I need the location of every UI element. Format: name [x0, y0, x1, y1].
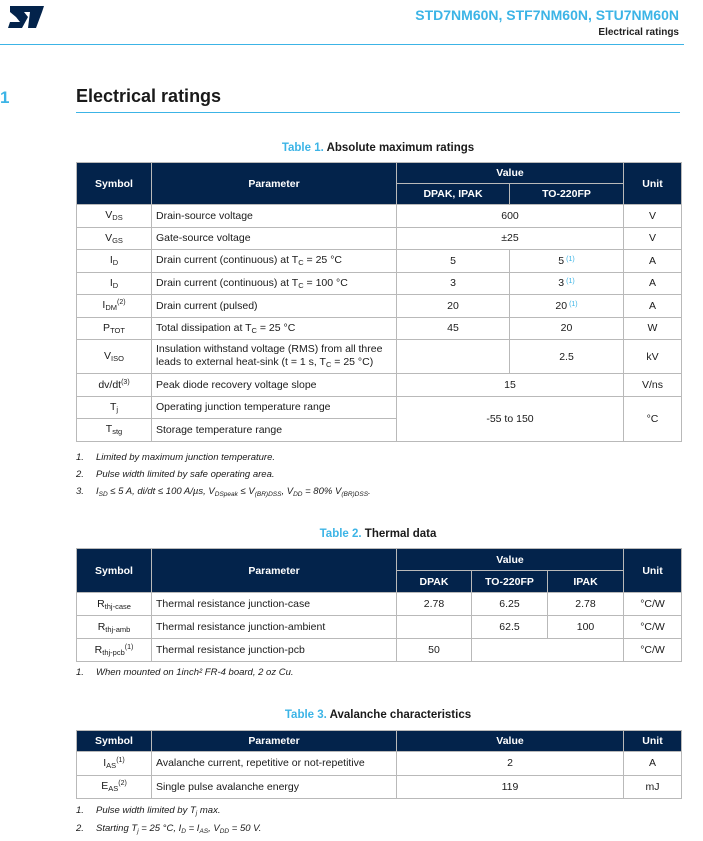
table-row [77, 227, 682, 250]
table2-caption-number: Table 2. [319, 528, 362, 540]
unit-cell: V [624, 205, 682, 228]
parameter-cell: Drain current (continuous) at $T_C = 100$ °C [152, 272, 397, 295]
unit-cell: °C/W [624, 616, 682, 639]
symbol-cell: $R_{thj-case}$ [77, 593, 152, 616]
unit-cell: °C/W [624, 593, 682, 616]
table-row [77, 317, 682, 340]
parameter-cell: Thermal resistance junction-case [152, 593, 397, 616]
symbol-cell: $V_{ISO}$ [77, 340, 152, 374]
table2-header-symbol: Symbol [77, 549, 152, 593]
symbol-cell: $I_D$ [77, 250, 152, 273]
table2-header-parameter: Parameter [152, 549, 397, 593]
value-to220fp-cell: 20 $^{(1)}$ [510, 295, 624, 318]
table2-header-value: Value [397, 549, 624, 571]
parameter-cell: Drain current (continuous) at $T_C = 25$ °C [152, 250, 397, 273]
unit-cell: mJ [624, 775, 682, 799]
table1-header-symbol: Symbol [77, 163, 152, 205]
table1-caption-title: Absolute maximum ratings [326, 142, 475, 154]
unit-cell: V [624, 227, 682, 250]
table-row [77, 205, 682, 228]
parameter-cell: Insulation withstand voltage (RMS) from all three leads to external heat-sink (t = 1 s, $T_C = 25$ °C) [152, 340, 397, 374]
value-cell: 2 [397, 752, 624, 776]
table3-footnote-2: 2. Starting $T_j = 25$ °C, $I_D = I_{AS}$, $V_{DD} = 50$ V. [76, 823, 262, 835]
value-to220fp-cell: 5 $^{(1)}$ [510, 250, 624, 273]
symbol-cell: $E_{AS}^{(2)}$ [77, 775, 152, 799]
parameter-cell: Thermal resistance junction-pcb [152, 639, 397, 662]
value-empty-cell [472, 639, 624, 662]
value-cell: 15 [397, 374, 624, 397]
table-row [77, 593, 682, 616]
symbol-cell: $I_D$ [77, 272, 152, 295]
header-divider [0, 44, 684, 45]
table3-caption-title: Avalanche characteristics [329, 709, 472, 721]
footnote-ref[interactable]: (2) [118, 780, 127, 788]
table-row [77, 775, 682, 799]
table-row [77, 639, 682, 662]
symbol-cell: $I_{DM}^{(2)}$ [77, 295, 152, 318]
symbol-cell: $V_{GS}$ [77, 227, 152, 250]
value-to220fp-cell: 3 $^{(1)}$ [510, 272, 624, 295]
symbol-cell: $R_{thj-amb}$ [77, 616, 152, 639]
parameter-cell: Drain-source voltage [152, 205, 397, 228]
parameter-cell: Thermal resistance junction-ambient [152, 616, 397, 639]
unit-cell: °C/W [624, 639, 682, 662]
value-dpak-cell: 50 [397, 639, 472, 662]
parameter-cell: Single pulse avalanche energy [152, 775, 397, 799]
symbol-cell: $T_{stg}$ [77, 419, 152, 442]
footnote-ref[interactable]: (1) [116, 756, 125, 764]
footnote-ref[interactable]: (2) [117, 299, 126, 307]
table2-caption [76, 528, 680, 540]
table-row [77, 250, 682, 273]
table3-header-symbol: Symbol [77, 731, 152, 752]
table-row [77, 295, 682, 318]
table-row [77, 374, 682, 397]
value-dpak-cell: 45 [397, 317, 510, 340]
footnote-ref[interactable]: (1) [569, 300, 578, 308]
section-number: 1 [0, 88, 10, 107]
table2-header-unit: Unit [624, 549, 682, 593]
value-ipak-cell: 2.78 [548, 593, 624, 616]
st-logo-brand: ST [6, 4, 8, 5]
unit-cell: V/ns [624, 374, 682, 397]
value-to220fp-cell: 6.25 [472, 593, 548, 616]
footnote-ref[interactable]: (3) [121, 378, 130, 386]
parameter-cell: Total dissipation at $T_C = 25$ °C [152, 317, 397, 340]
value-dpak-cell [397, 616, 472, 639]
unit-cell: A [624, 752, 682, 776]
parameter-cell: Storage temperature range [152, 419, 397, 442]
parameter-cell: Operating junction temperature range [152, 396, 397, 419]
unit-cell: A [624, 250, 682, 273]
table1-footnote-3: 3. $I_{SD} \le 5$ A, di/dt ≤ 100 A/µs, $V_{DSpeak} \le V_{(BR)DSS}$, $V_{DD} = 80\%$ $V_{(BR)DSS}$. [76, 486, 371, 498]
table1-footnote-1: 1. Limited by maximum junction temperature. [76, 452, 275, 463]
section-divider [76, 112, 680, 113]
section-title: Electrical ratings [76, 86, 222, 106]
value-dpak-cell [397, 340, 510, 374]
st-logo [6, 4, 46, 30]
value-dpak-cell: 2.78 [397, 593, 472, 616]
table1-header-value: Value [397, 163, 624, 184]
value-dpak-cell: 5 [397, 250, 510, 273]
footnote-ref[interactable]: (1) [566, 255, 575, 263]
table1-header-parameter: Parameter [152, 163, 397, 205]
symbol-cell: $dv/dt^{(3)}$ [77, 374, 152, 397]
value-ipak-cell: 100 [548, 616, 624, 639]
unit-cell: kV [624, 340, 682, 374]
unit-cell: A [624, 295, 682, 318]
absolute-maximum-ratings-table [76, 162, 682, 442]
table-row [77, 340, 682, 374]
symbol-cell: $R_{thj-pcb}^{(1)}$ [77, 639, 152, 662]
value-cell: 119 [397, 775, 624, 799]
table2-header-dpak: DPAK [397, 571, 472, 593]
value-cell: 600 [397, 205, 624, 228]
document-subtitle: Electrical ratings [598, 27, 679, 38]
thermal-data-table [76, 548, 682, 662]
parameter-cell: Drain current (pulsed) [152, 295, 397, 318]
value-to220fp-cell: 2.5 [510, 340, 624, 374]
table1-caption-number: Table 1. [281, 142, 324, 154]
unit-cell: °C [624, 396, 682, 441]
table1-header-to220fp: TO-220FP [510, 184, 624, 205]
footnote-ref[interactable]: (1) [566, 278, 575, 286]
document-title: STD7NM60N, STF7NM60N, STU7NM60N [415, 7, 679, 23]
value-to220fp-cell: 62.5 [472, 616, 548, 639]
table1-caption [76, 142, 680, 154]
symbol-cell: $P_{TOT}$ [77, 317, 152, 340]
table3-caption [76, 709, 680, 721]
table3-header-parameter: Parameter [152, 731, 397, 752]
value-dpak-cell: 20 [397, 295, 510, 318]
avalanche-characteristics-table [76, 730, 682, 799]
symbol-cell: $V_{DS}$ [77, 205, 152, 228]
unit-cell: W [624, 317, 682, 340]
table2-caption-title: Thermal data [364, 528, 437, 540]
symbol-cell: $I_{AS}^{(1)}$ [77, 752, 152, 776]
table1-header-unit: Unit [624, 163, 682, 205]
value-to220fp-cell: 20 [510, 317, 624, 340]
value-cell: -55 to 150 [397, 396, 624, 441]
table2-header-ipak: IPAK [548, 571, 624, 593]
parameter-cell: Peak diode recovery voltage slope [152, 374, 397, 397]
value-cell: ±25 [397, 227, 624, 250]
table3-header-unit: Unit [624, 731, 682, 752]
table3-footnote-1: 1. Pulse width limited by $T_j$ max. [76, 805, 221, 817]
table1-header-dpak-ipak: DPAK, IPAK [397, 184, 510, 205]
table1-footnote-2: 2. Pulse width limited by safe operating area. [76, 469, 275, 480]
table2-footnote-1: 1. When mounted on 1inch² FR-4 board, 2 oz Cu. [76, 667, 294, 678]
table2-header-to220fp: TO-220FP [472, 571, 548, 593]
value-dpak-cell: 3 [397, 272, 510, 295]
table3-caption-number: Table 3. [284, 709, 327, 721]
footnote-ref[interactable]: (1) [124, 643, 134, 651]
parameter-cell: Gate-source voltage [152, 227, 397, 250]
table-row [77, 272, 682, 295]
table-row [77, 752, 682, 776]
table3-header-value: Value [397, 731, 624, 752]
symbol-cell: $T_j$ [77, 396, 152, 419]
parameter-cell: Avalanche current, repetitive or not-repetitive [152, 752, 397, 776]
table-row [77, 616, 682, 639]
unit-cell: A [624, 272, 682, 295]
table-row [77, 396, 682, 419]
